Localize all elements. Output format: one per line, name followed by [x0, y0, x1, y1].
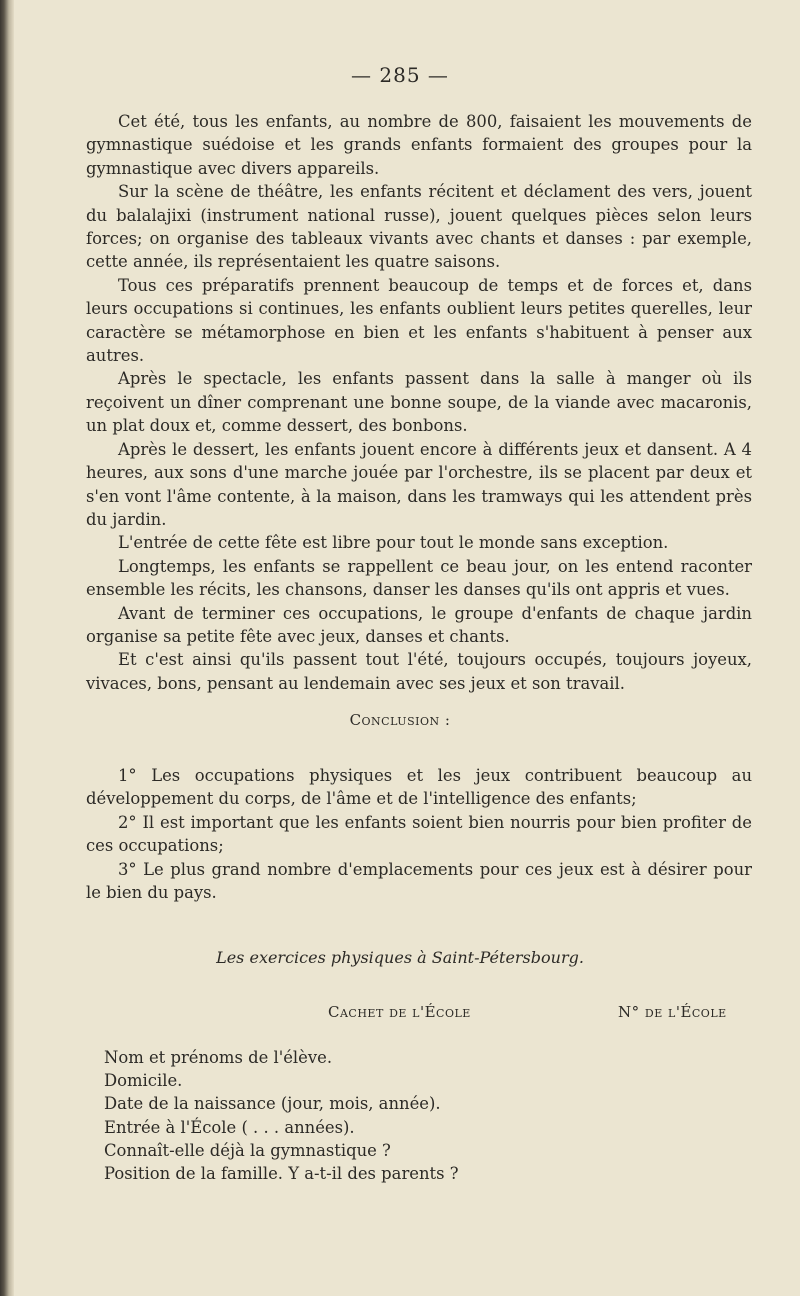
main-text: [86, 110, 752, 695]
paragraph: Après le dessert, les enfants jouent encore à différents jeux et dansent. A 4 heures, aux sons d'une marche jouée par l'orchestre, ils se placent par deux et s'en vont l'âme contente, à la maison, dans les tramways qui les attendent près du jardin.: [86, 439, 752, 529]
paragraph: Tous ces préparatifs prennent beaucoup de temps et de forces et, dans leurs occupations si continues, les enfants oublient leurs petites querelles, leur caractère se métamorphose en bien et les enfants s'habituent à penser aux autres.: [86, 275, 752, 366]
paragraph: Longtemps, les enfants se rappellent ce beau jour, on les entend raconter ensemble les récits, les chansons, danser les danses qu'ils ont appris et vues.: [86, 556, 752, 600]
school-number-label: N° de l'École: [618, 1003, 727, 1021]
paragraph: Et c'est ainsi qu'ils passent tout l'été, toujours occupés, toujours joyeux, vivaces, bons, pensant au lendemain avec ses jeux et son travail.: [86, 650, 752, 693]
paragraph: Sur la scène de théâtre, les enfants récitent et déclament des vers, jouent du balalajixi (instrument national russe), jouent quelques pièces selon leurs forces; on organise des tableaux vivants avec chants et danses : par exemple, cette année, ils représentaient les quatre saisons.: [86, 182, 752, 272]
conclusion-item: 1° Les occupations physiques et les jeux contribuent beaucoup au développement du corps, de l'âme et de l'intelligence des enfants;: [86, 766, 752, 809]
form-field: Position de la famille. Y a-t-il des parents ?: [104, 1164, 459, 1184]
conclusion-heading: Conclusion :: [349, 711, 451, 729]
conclusion-item: 2° Il est important que les enfants soient bien nourris pour bien profiter de ces occupations;: [86, 812, 752, 856]
form-field: Nom et prénoms de l'élève.: [104, 1048, 333, 1067]
form-field: Domicile.: [104, 1071, 183, 1091]
conclusion-item: 3° Le plus grand nombre d'emplacements pour ces jeux est à désirer pour le bien du pays.: [86, 859, 752, 903]
form-field: Entrée à l'École ( . . . années).: [104, 1117, 355, 1137]
conclusion-list: [86, 764, 752, 904]
book-spine-shadow: [0, 0, 14, 1296]
paragraph: Avant de terminer ces occupations, le groupe d'enfants de chaque jardin organise sa petite fête avec jeux, danses et chants.: [86, 603, 752, 646]
form-field: Date de la naissance (jour, mois, année).: [104, 1094, 441, 1114]
page-number: — 285 —: [351, 63, 449, 87]
form-field: Connaît-elle déjà la gymnastique ?: [104, 1140, 391, 1160]
paragraph: L'entrée de cette fête est libre pour tout le monde sans exception.: [118, 533, 669, 553]
form-fields: [104, 1046, 704, 1185]
school-stamp-label: Cachet de l'École: [328, 1003, 471, 1021]
paragraph: Cet été, tous les enfants, au nombre de 800, faisaient les mouvements de gymnastique suédoise et les grands enfants formaient des groupes pour la gymnastique avec divers appareils.: [86, 112, 752, 178]
paragraph: Après le spectacle, les enfants passent dans la salle à manger où ils reçoivent un dîner comprenant une bonne soupe, de la viande avec macaronis, un plat doux et, comme dessert, des bonbons.: [86, 369, 752, 436]
form-title: Les exercices physiques à Saint-Pétersbourg.: [216, 948, 584, 967]
